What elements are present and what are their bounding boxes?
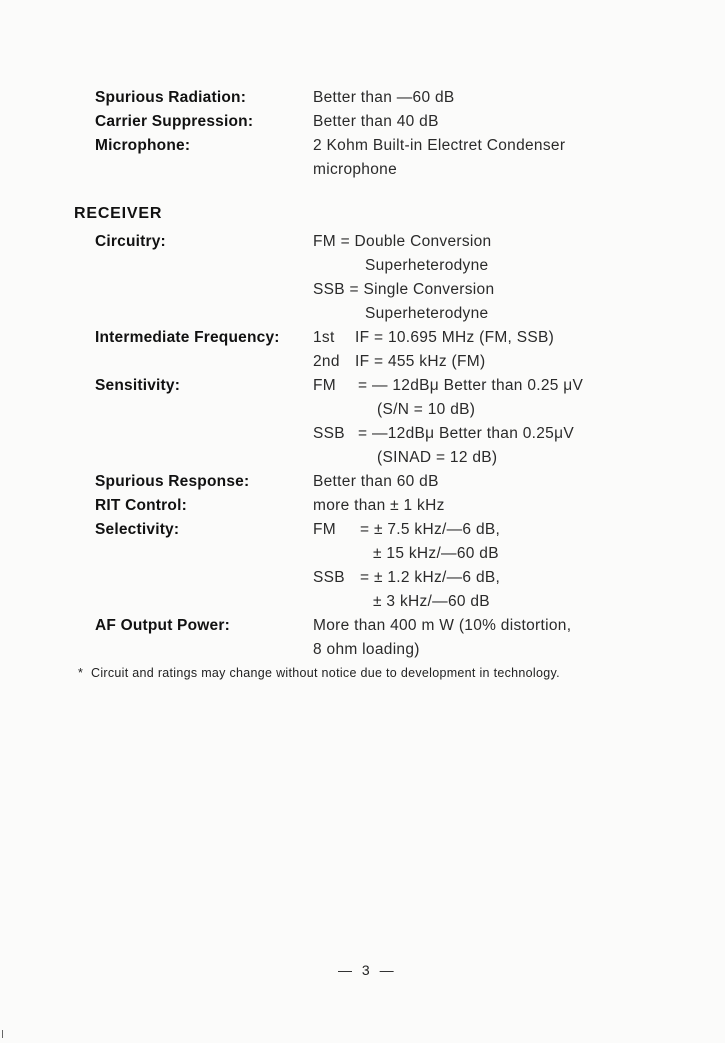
spec-value: = ± 1.2 kHz/—6 dB, [360, 569, 501, 586]
spec-label: Intermediate Frequency: [95, 329, 280, 346]
spec-label: Selectivity: [95, 521, 180, 538]
spec-value: microphone [313, 161, 397, 178]
spec-label: Spurious Response: [95, 473, 250, 490]
spec-label: RIT Control: [95, 497, 187, 514]
spec-label: Sensitivity: [95, 377, 181, 394]
spec-value: FM = Double Conversion [313, 233, 492, 250]
spec-value: Better than 40 dB [313, 113, 439, 130]
spec-label: AF Output Power: [95, 617, 230, 634]
spec-value: IF = 10.695 MHz (FM, SSB) [355, 329, 555, 346]
spec-value: = ± 7.5 kHz/—6 dB, [360, 521, 501, 538]
spec-value: Superheterodyne [365, 305, 489, 322]
spec-value: ± 15 kHz/—60 dB [373, 545, 499, 562]
footnote-asterisk: * [78, 666, 84, 680]
spec-value: Superheterodyne [365, 257, 489, 274]
spec-prefix: FM [313, 377, 336, 394]
spec-value: 8 ohm loading) [313, 641, 420, 658]
spec-prefix: FM [313, 521, 336, 538]
spec-prefix: SSB [313, 569, 345, 586]
section-heading-receiver: RECEIVER [74, 205, 163, 222]
spec-value: Better than —60 dB [313, 89, 455, 106]
page-number: — 3 — [338, 962, 397, 978]
spec-value: Better than 60 dB [313, 473, 439, 490]
spec-value: More than 400 m W (10% distortion, [313, 617, 572, 634]
spec-value: (SINAD = 12 dB) [377, 449, 498, 466]
spec-value: ± 3 kHz/—60 dB [373, 593, 490, 610]
spec-value: (S/N = 10 dB) [377, 401, 476, 418]
spec-prefix: 2nd [313, 353, 340, 370]
spec-value: = —12dBμ Better than 0.25μV [358, 425, 574, 442]
spec-value: 2 Kohm Built-in Electret Condenser [313, 137, 566, 154]
spec-value: more than ± 1 kHz [313, 497, 445, 514]
spec-label: Spurious Radiation: [95, 89, 247, 106]
spec-value: = — 12dBμ Better than 0.25 μV [358, 377, 584, 394]
spec-prefix: 1st [313, 329, 335, 346]
spec-prefix: SSB [313, 425, 345, 442]
spec-label: Circuitry: [95, 233, 166, 250]
footnote-text: Circuit and ratings may change without notice due to development in technology. [91, 666, 560, 680]
spec-label: Microphone: [95, 137, 191, 154]
spec-value: SSB = Single Conversion [313, 281, 495, 298]
scan-mark [2, 1030, 3, 1038]
spec-value: IF = 455 kHz (FM) [355, 353, 486, 370]
spec-label: Carrier Suppression: [95, 113, 254, 130]
